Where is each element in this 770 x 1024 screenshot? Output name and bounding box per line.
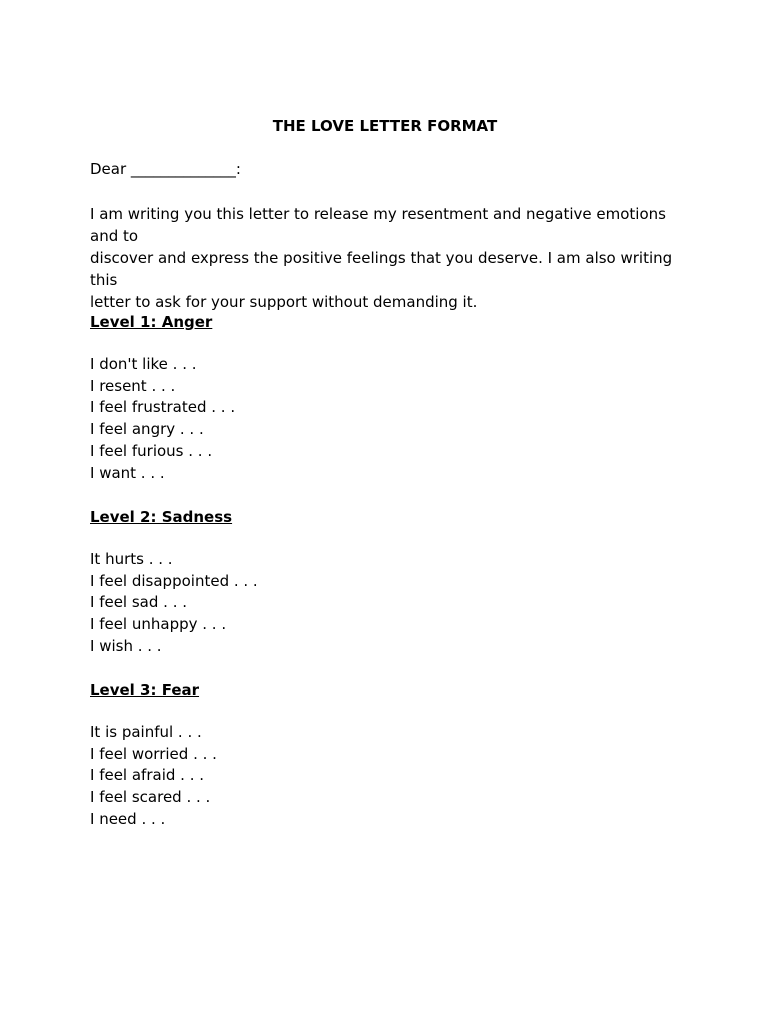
list-item: I feel frustrated . . .: [90, 398, 236, 417]
list-item: I feel unhappy . . .: [90, 615, 227, 634]
level-1-section: [90, 311, 235, 484]
greeting-line: Dear ______________:: [90, 160, 241, 178]
level-1-heading: Level 1: Anger: [90, 313, 213, 331]
list-item: I need . . .: [90, 809, 166, 828]
list-item: I want . . .: [90, 463, 165, 482]
level-2-section: [90, 506, 258, 658]
list-item: I feel afraid . . .: [90, 766, 204, 785]
intro-line: letter to ask for your support without demanding it.: [90, 293, 478, 311]
list-item: I wish . . .: [90, 636, 162, 655]
list-item: It is painful . . .: [90, 723, 202, 741]
list-item: It hurts . . .: [90, 550, 173, 568]
level-1-items: [90, 354, 235, 484]
level-2-heading: Level 2: Sadness: [90, 508, 233, 526]
level-3-section: [90, 679, 217, 831]
list-item: I feel worried . . .: [90, 744, 217, 763]
list-item: I feel angry . . .: [90, 420, 204, 439]
list-item: I feel sad . . .: [90, 593, 188, 612]
list-item: I feel disappointed . . .: [90, 571, 258, 590]
level-3-heading: Level 3: Fear: [90, 681, 200, 699]
list-item: I feel furious . . .: [90, 441, 213, 460]
list-item: I feel scared . . .: [90, 788, 211, 807]
document-title: THE LOVE LETTER FORMAT: [272, 117, 498, 135]
level-3-items: [90, 722, 217, 831]
list-item: I resent . . .: [90, 376, 176, 395]
intro-line: discover and express the positive feelings that you deserve. I am also writing this: [90, 249, 673, 289]
level-2-items: [90, 549, 258, 658]
list-item: I don't like . . .: [90, 355, 197, 373]
intro-line: I am writing you this letter to release my resentment and negative emotions and to: [90, 205, 666, 245]
intro-paragraph: [90, 203, 690, 313]
